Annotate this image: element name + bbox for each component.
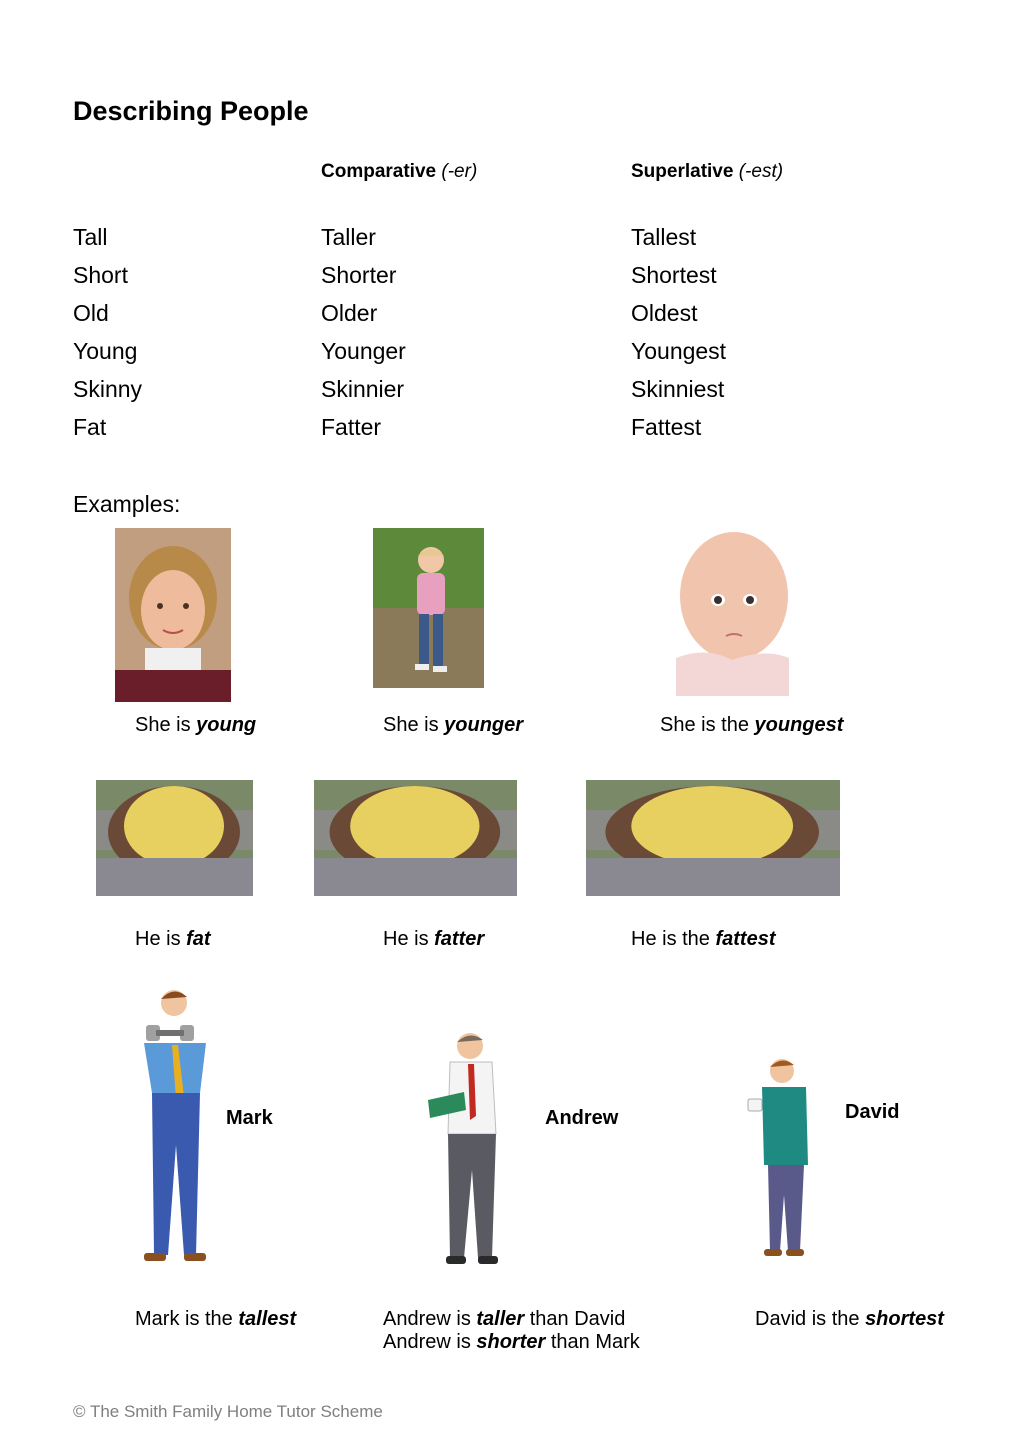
base-word: Skinny: [73, 376, 143, 402]
comparative-header: [321, 161, 477, 183]
base-column: [73, 218, 142, 446]
caption-shorter: Andrew is shorter than Mark: [383, 1331, 640, 1353]
comparative-word: Younger: [321, 338, 406, 364]
base-word: Short: [73, 262, 128, 288]
fatter-belly-photo: [314, 780, 517, 896]
base-word: Young: [73, 338, 138, 364]
fattest-belly-photo: [586, 780, 840, 896]
comparative-suffix: (-er): [441, 161, 478, 182]
andrew-illustration: [420, 1030, 516, 1270]
comparative-word: Shorter: [321, 262, 397, 288]
base-word: Fat: [73, 414, 107, 440]
base-word: Tall: [73, 224, 108, 250]
superlative-suffix: (-est): [738, 161, 784, 182]
name-mark: Mark: [226, 1107, 273, 1129]
caption-young: She is young: [135, 714, 257, 736]
comparative-label: Comparative: [321, 161, 437, 182]
copyright-footer: © The Smith Family Home Tutor Scheme: [73, 1402, 383, 1421]
caption-youngest: She is the youngest: [660, 714, 844, 736]
caption-fatter: He is fatter: [383, 928, 485, 950]
name-david: David: [845, 1101, 900, 1123]
comparative-word: Skinnier: [321, 376, 405, 402]
examples-label: Examples:: [73, 491, 181, 517]
superlative-word: Shortest: [631, 262, 717, 288]
comparative-word: Taller: [321, 224, 376, 250]
comparative-word: Older: [321, 300, 378, 326]
caption-taller: Andrew is taller than David: [383, 1308, 626, 1330]
superlative-word: Fattest: [631, 414, 702, 440]
caption-fattest: He is the fattest: [631, 928, 776, 950]
caption-fat: He is fat: [135, 928, 211, 950]
name-andrew: Andrew: [545, 1107, 619, 1129]
caption-tallest: Mark is the tallest: [135, 1308, 297, 1330]
comparative-word: Fatter: [321, 414, 382, 440]
base-word: Old: [73, 300, 109, 326]
mark-illustration: [130, 985, 220, 1270]
comparative-column: [321, 218, 406, 446]
superlative-word: Youngest: [631, 338, 727, 364]
superlative-word: Tallest: [631, 224, 697, 250]
superlative-column: [631, 218, 726, 446]
superlative-header: [631, 161, 783, 183]
david-illustration: [744, 1055, 814, 1260]
caption-shortest: David is the shortest: [755, 1308, 944, 1330]
caption-younger: She is younger: [383, 714, 524, 736]
superlative-label: Superlative: [631, 161, 734, 182]
toddler-photo: [373, 528, 484, 688]
superlative-word: Skinniest: [631, 376, 725, 402]
page-title: Describing People: [73, 96, 309, 126]
fat-belly-photo: [96, 780, 253, 896]
girl-photo: [115, 528, 231, 702]
superlative-word: Oldest: [631, 300, 698, 326]
baby-photo: [676, 528, 789, 696]
